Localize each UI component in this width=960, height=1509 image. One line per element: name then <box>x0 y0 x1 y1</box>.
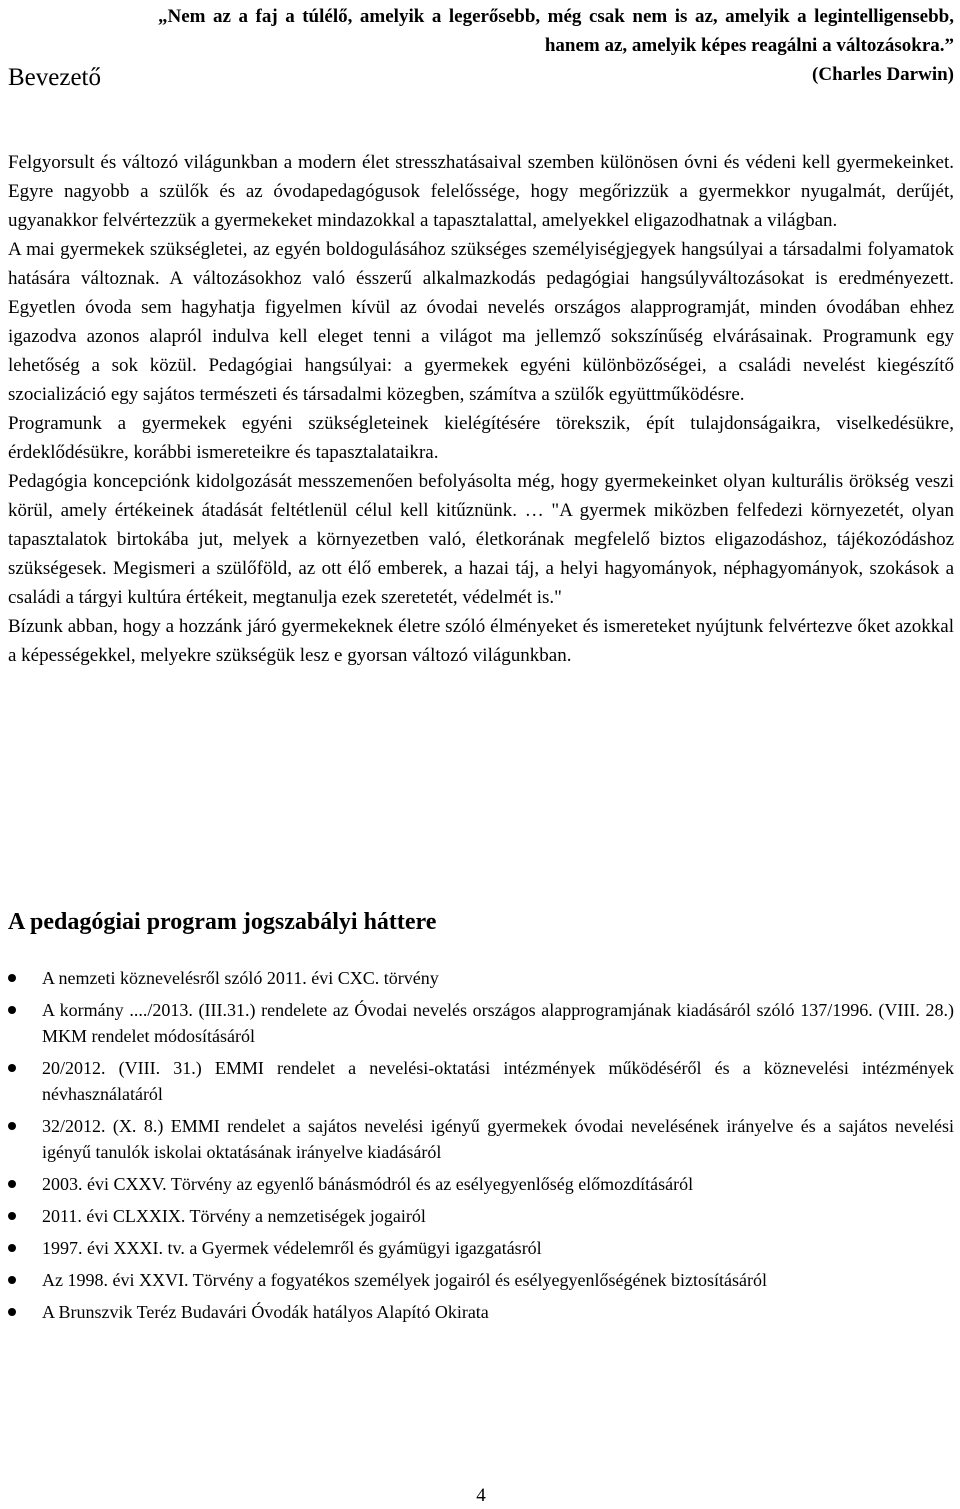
intro-paragraph-5: Bízunk abban, hogy a hozzánk járó gyermekeknek életre szóló élményeket és ismereteket nyújtunk felvértezve őket azokkal a képességekkel, melyekre szükségük lesz e gyorsan változó világunkban. <box>8 616 954 666</box>
motto-block <box>158 2 954 89</box>
list-item-text: 2011. évi CLXXIX. Törvény a nemzetiségek jogairól <box>42 1206 426 1226</box>
list-item <box>8 1171 954 1197</box>
list-item-text: 2003. évi CXXV. Törvény az egyenlő bánásmódról és az esélyegyenlőség előmozdításáról <box>42 1174 694 1194</box>
intro-paragraph-3: Programunk a gyermekek egyéni szükségleteinek kielégítésére törekszik, épít tulajdonságaikra, viselkedésükre, érdeklődésükre, korábbi ismereteikre és tapasztalataikra. <box>8 413 954 463</box>
list-item <box>8 1113 954 1165</box>
list-item <box>8 997 954 1049</box>
bullet-icon <box>8 1212 16 1220</box>
list-item <box>8 1235 954 1261</box>
list-item-text: A kormány ..../2013. (III.31.) rendelete az Óvodai nevelés országos alapprogramjának kiadásáról szóló 137/1996. (VIII. 28.) MKM rendelet módosításáról <box>42 1000 954 1046</box>
intro-paragraph-4: Pedagógia koncepciónk kidolgozását messzemenően befolyásolta még, hogy gyermekeinket olyan kulturális örökség veszi körül, amely értékeinek átadását feltétlenül célul kell kitűznünk. … "A gyermek miközben felfedezi környezetét, olyan tapasztalatok birtokába jut, melyek a környezetben való, életkorának megfelelő biztos eligazodáshoz, tájékozódáshoz szükségesek. Megismeri a szülőföld, az ott élő emberek, a hazai táj, a helyi hagyományok, néphagyományok, szokások a családi a tárgyi kultúra értékeit, megtanulja ezek szeretetét, védelmét is." <box>8 471 954 608</box>
bullet-icon <box>8 1244 16 1252</box>
intro-heading: Bevezető <box>8 64 102 91</box>
list-item <box>8 965 954 991</box>
motto-author: (Charles Darwin) <box>812 64 954 85</box>
motto-quote: „Nem az a faj a túlélő, amelyik a legerősebb, még csak nem is az, amelyik a legintelligensebb, hanem az, amelyik képes reagálni a változásokra.” <box>158 6 954 56</box>
legal-list <box>8 965 954 1331</box>
bullet-icon <box>8 1122 16 1130</box>
bullet-icon <box>8 974 16 982</box>
bullet-icon <box>8 1064 16 1072</box>
intro-paragraph-2: A mai gyermekek szükségletei, az egyén boldogulásához szükséges személyiségjegyek hangsúlyai a társadalmi folyamatok hatására változnak. A változásokhoz való ésszerű alkalmazkodás pedagógiai hangsúlyváltozásokat is eredményezett. Egyetlen óvoda sem hagyhatja figyelmen kívül az óvodai nevelés országos alapprogramját, minden óvodában ehhez igazodva azonos alapról indulva kell eleget tenni a világot ma jellemző sokszínűség elvárásainak. Programunk egy lehetőség a sok közül. Pedagógiai hangsúlyai: a gyermekek egyéni különbözőségei, a családi nevelést kiegészítő szocializáció egy sajátos természeti és társadalmi közegben, számítva a szülők együttműködésre. <box>8 239 954 405</box>
intro-body <box>8 148 954 670</box>
bullet-icon <box>8 1308 16 1316</box>
page-number: 4 <box>476 1485 486 1506</box>
intro-paragraph-1: Felgyorsult és változó világunkban a modern élet stresszhatásaival szemben különösen óvni és védeni kell gyermekeinket. Egyre nagyobb a szülők és az óvodapedagógusok felelőssége, hogy megőrizzük a gyermekkor nyugalmát, derűjét, ugyanakkor felvértezzük a gyermekeket mindazokkal a tapasztalattal, amelyekkel eligazodhatnak a világban. <box>8 152 954 231</box>
list-item <box>8 1299 954 1325</box>
legal-heading: A pedagógiai program jogszabályi háttere <box>8 909 437 935</box>
list-item-text: A nemzeti köznevelésről szóló 2011. évi CXC. törvény <box>42 968 439 988</box>
list-item-text: 20/2012. (VIII. 31.) EMMI rendelet a nevelési-oktatási intézmények működéséről és a köznevelési intézmények névhasználatáról <box>42 1058 954 1104</box>
list-item-text: A Brunszvik Teréz Budavári Óvodák hatályos Alapító Okirata <box>42 1302 489 1322</box>
list-item-text: Az 1998. évi XXVI. Törvény a fogyatékos személyek jogairól és esélyegyenlőségének biztosításáról <box>42 1270 767 1290</box>
list-item <box>8 1267 954 1293</box>
list-item-text: 32/2012. (X. 8.) EMMI rendelet a sajátos nevelési igényű gyermekek óvodai nevelésének irányelve és a sajátos nevelési igényű tanulók iskolai oktatásának irányelve kiadásáról <box>42 1116 954 1162</box>
list-item <box>8 1055 954 1107</box>
bullet-icon <box>8 1180 16 1188</box>
bullet-icon <box>8 1276 16 1284</box>
bullet-icon <box>8 1006 16 1014</box>
list-item-text: 1997. évi XXXI. tv. a Gyermek védelemről és gyámügyi igazgatásról <box>42 1238 542 1258</box>
list-item <box>8 1203 954 1229</box>
